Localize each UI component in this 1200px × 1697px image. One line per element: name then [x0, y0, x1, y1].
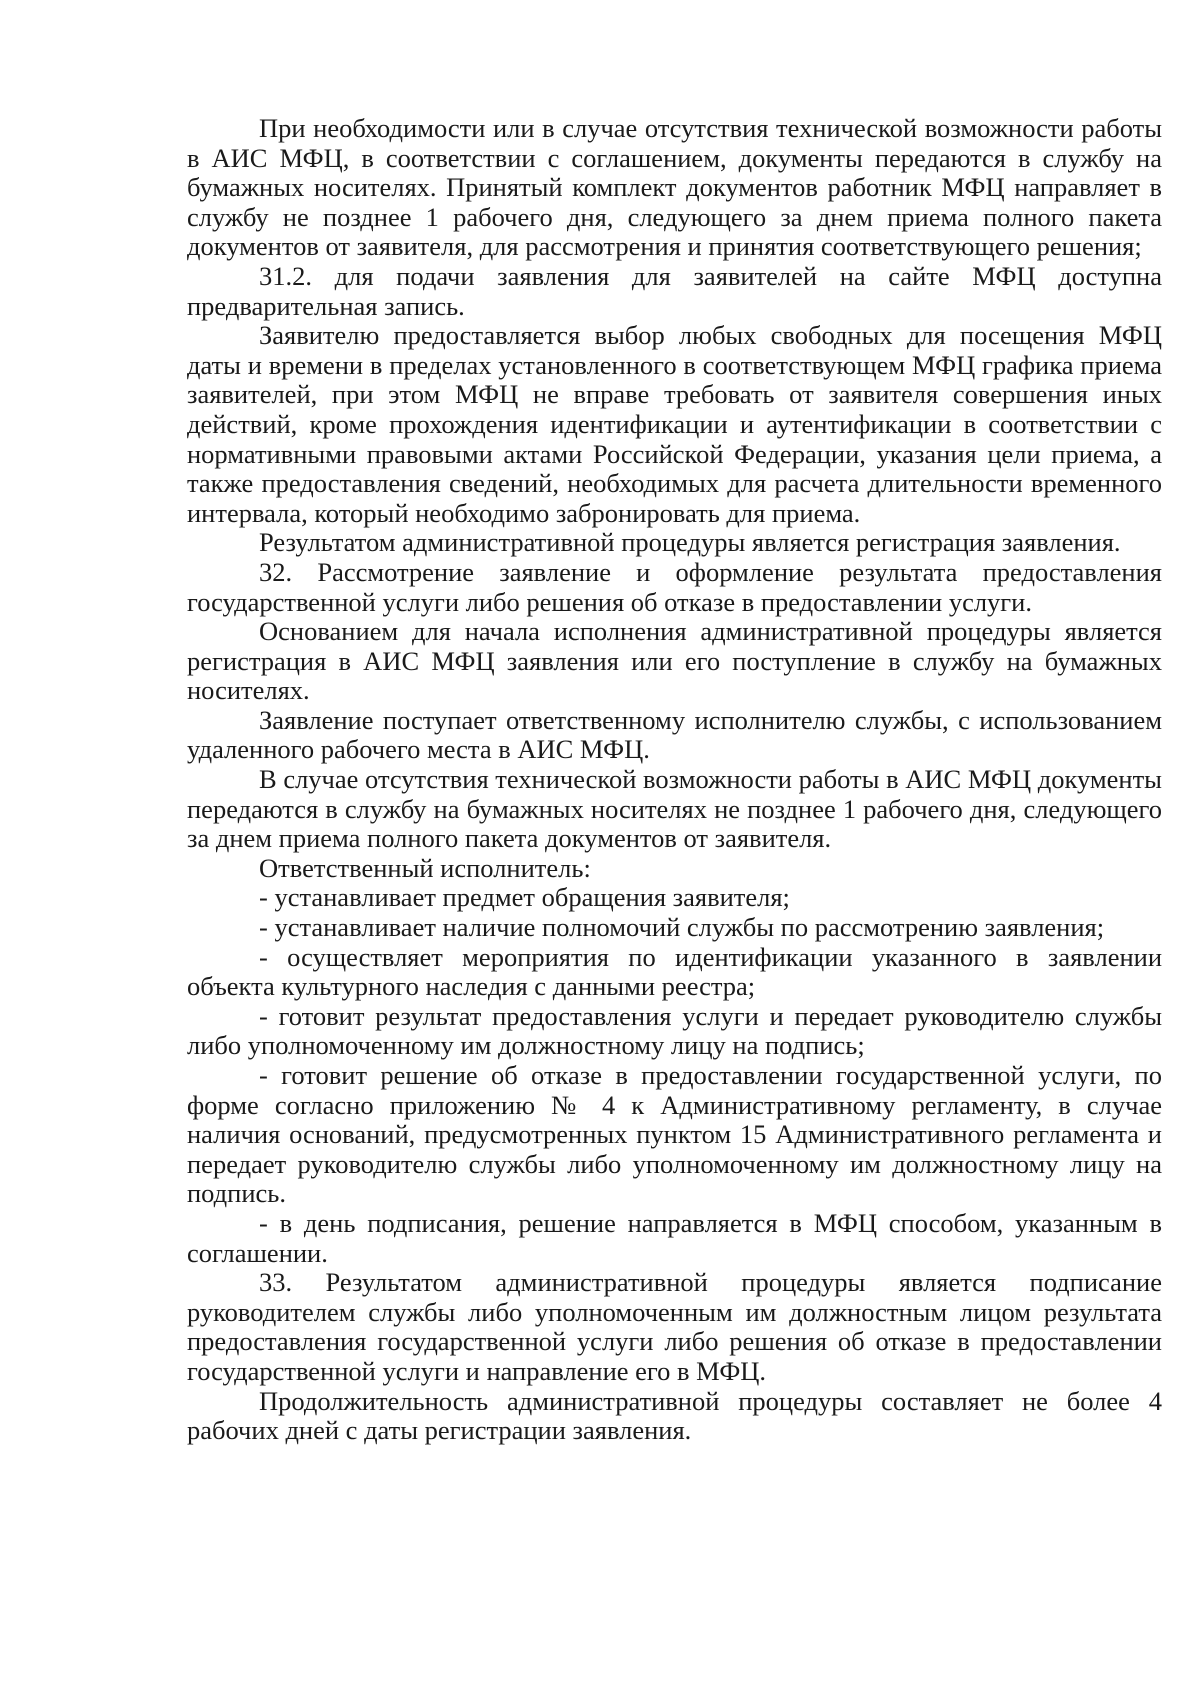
document-body	[187, 114, 1162, 1446]
list-item-identification: - осуществляет мероприятия по идентификации указанного в заявлении объекта культурного наследия с данными реестра;	[187, 941, 1162, 1002]
list-item-authority: - устанавливает наличие полномочий службы по рассмотрению заявления;	[259, 912, 1105, 943]
paragraph-duration: Продолжительность административной процедуры составляет не более 4 рабочих дней с даты регистрации заявления.	[187, 1385, 1162, 1446]
paragraph-basis: Основанием для начала исполнения административной процедуры является регистрация в АИС МФЦ заявления или его поступление в службу на бумажных носителях.	[187, 616, 1162, 706]
paragraph-33-result: 33. Результатом административной процедуры является подписание руководителем службы либо уполномоченным им должностным лицом результата предоставления государственной услуги либо решения об отказе в предоставлении государственной услуги и направление его в МФЦ.	[187, 1267, 1162, 1386]
paragraph-no-technical-capability: В случае отсутствия технической возможности работы в АИС МФЦ документы передаются в службу на бумажных носителях не позднее 1 рабочего дня, следующего за днем приема полного пакета документов от заявителя.	[187, 764, 1162, 854]
list-item-subject: - устанавливает предмет обращения заявителя;	[259, 882, 790, 913]
list-item-prepare-refusal: - готовит решение об отказе в предоставлении государственной услуги, по форме согласно приложению № 4 к Административному регламенту, в случае наличия оснований, предусмотренных пунктом 15 Административного регламента и передает руководителю службы либо уполномоченному им должностному лицу на подпись.	[187, 1060, 1162, 1209]
paragraph-32-review: 32. Рассмотрение заявление и оформление результата предоставления государственной услуги либо решения об отказе в предоставлении услуги.	[187, 556, 1162, 617]
paragraph-application-received: Заявление поступает ответственному исполнителю службы, с использованием удаленного рабочего места в АИС МФЦ.	[187, 704, 1162, 765]
list-item-signing-day: - в день подписания, решение направляется в МФЦ способом, указанным в соглашении.	[187, 1207, 1162, 1268]
list-item-prepare-result: - готовит результат предоставления услуги и передает руководителю службы либо уполномоченному им должностному лицу на подпись;	[187, 1000, 1162, 1061]
paragraph-responsible-executor: Ответственный исполнитель:	[259, 852, 591, 883]
paragraph-paper-submission: При необходимости или в случае отсутствия технической возможности работы в АИС МФЦ, в соответствии с соглашением, документы передаются в службу на бумажных носителях. Принятый комплект документов работник МФЦ направляет в службу не позднее 1 рабочего дня, следующего за днем приема полного пакета документов от заявителя, для рассмотрения и принятия соответствующего решения;	[187, 113, 1162, 262]
paragraph-registration-result: Результатом административной процедуры является регистрация заявления.	[259, 527, 1121, 558]
paragraph-31-2-preregistration: 31.2. для подачи заявления для заявителей на сайте МФЦ доступна предварительная запись.	[187, 260, 1162, 321]
paragraph-appointment-choice: Заявителю предоставляется выбор любых свободных для посещения МФЦ даты и времени в пределах установленного в соответствующем МФЦ графика приема заявителей, при этом МФЦ не вправе требовать от заявителя совершения иных действий, кроме прохождения идентификации и аутентификации в соответствии с нормативными правовыми актами Российской Федерации, указания цели приема, а также предоставления сведений, необходимых для расчета длительности временного интервала, который необходимо забронировать для приема.	[187, 320, 1162, 528]
